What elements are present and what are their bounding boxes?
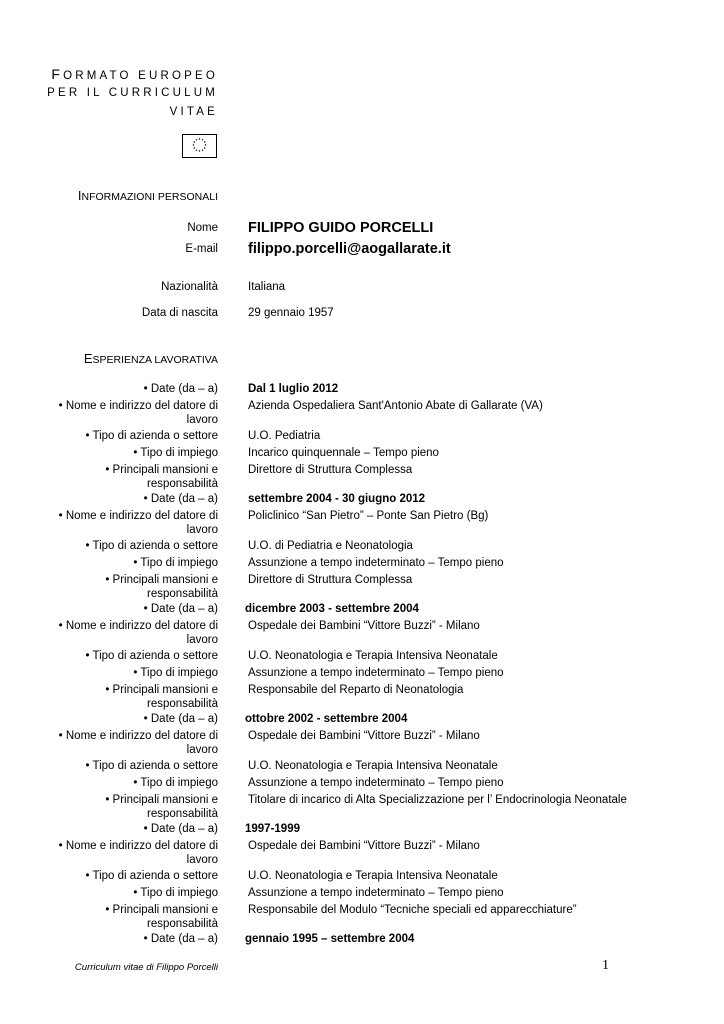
label-duties: • Principali mansioni e responsabilità	[105, 684, 218, 710]
entry-duties: Responsabile del Reparto di Neonatologia	[248, 684, 464, 696]
entry-duties: Direttore di Struttura Complessa	[248, 464, 413, 476]
entry-dates: gennaio 1995 – settembre 2004	[245, 933, 415, 945]
section-personal-info: INFORMAZIONI PERSONALI	[77, 188, 218, 203]
section-work-experience: ESPERIENZA LAVORATIVA	[83, 351, 218, 366]
entry-employment: Incarico quinquennale – Tempo pieno	[248, 447, 439, 459]
entry-employer: Policlinico “San Pietro” – Ponte San Pietro (Bg)	[248, 510, 489, 522]
label-sector: • Tipo di azienda o settore	[85, 430, 218, 442]
label-employment: • Tipo di impiego	[133, 777, 218, 789]
label-employment: • Tipo di impiego	[133, 667, 218, 679]
label-sector: • Tipo di azienda o settore	[85, 540, 218, 552]
label-sector: • Tipo di azienda o settore	[85, 760, 218, 772]
entry-employer: Ospedale dei Bambini “Vittore Buzzi” - Milano	[248, 730, 480, 742]
label-employer: • Nome e indirizzo del datore di lavoro	[58, 510, 218, 536]
value-birthdate: 29 gennaio 1957	[248, 307, 334, 319]
label-duties: • Principali mansioni e responsabilità	[105, 904, 218, 930]
label-dates: • Date (da – a)	[143, 383, 218, 395]
label-dates: • Date (da – a)	[143, 713, 218, 725]
entry-sector: U.O. di Pediatria e Neonatologia	[248, 540, 413, 552]
label-duties: • Principali mansioni e responsabilità	[105, 464, 218, 490]
entry-employer: Ospedale dei Bambini “Vittore Buzzi” - Milano	[248, 620, 480, 632]
entry-dates: ottobre 2002 - settembre 2004	[245, 713, 408, 725]
entry-sector: U.O. Pediatria	[248, 430, 321, 442]
eu-flag-icon	[182, 134, 217, 158]
value-name: FILIPPO GUIDO PORCELLI	[248, 220, 434, 236]
label-employer: • Nome e indirizzo del datore di lavoro	[58, 840, 218, 866]
entry-dates: 1997-1999	[245, 823, 300, 835]
entry-employment: Assunzione a tempo indeterminato – Tempo pieno	[248, 667, 504, 679]
cv-format-title-line2: PER IL CURRICULUM	[47, 87, 218, 99]
label-employment: • Tipo di impiego	[133, 887, 218, 899]
label-birthdate: Data di nascita	[141, 307, 218, 319]
label-sector: • Tipo di azienda o settore	[85, 870, 218, 882]
entry-sector: U.O. Neonatologia e Terapia Intensiva Neonatale	[248, 650, 498, 662]
label-dates: • Date (da – a)	[143, 603, 218, 615]
entry-sector: U.O. Neonatologia e Terapia Intensiva Neonatale	[248, 870, 498, 882]
entry-duties: Titolare di incarico di Alta Specializzazione per l’ Endocrinologia Neonatale	[248, 794, 627, 806]
entry-duties: Responsabile del Modulo “Tecniche speciali ed apparecchiature”	[248, 904, 577, 916]
cv-format-title-line1: FORMATO EUROPEO	[51, 66, 218, 82]
entry-employment: Assunzione a tempo indeterminato – Tempo pieno	[248, 777, 504, 789]
label-employer: • Nome e indirizzo del datore di lavoro	[58, 730, 218, 756]
label-duties: • Principali mansioni e responsabilità	[105, 794, 218, 820]
label-email: E-mail	[185, 243, 218, 255]
entry-dates: dicembre 2003 - settembre 2004	[245, 603, 419, 615]
entry-duties: Direttore di Struttura Complessa	[248, 574, 413, 586]
footer-text: Curriculum vitae di Filippo Porcelli	[74, 962, 218, 973]
label-employer: • Nome e indirizzo del datore di lavoro	[58, 400, 218, 426]
entry-dates: Dal 1 luglio 2012	[248, 383, 339, 395]
label-name: Nome	[187, 222, 218, 234]
entry-employment: Assunzione a tempo indeterminato – Tempo pieno	[248, 557, 504, 569]
label-dates: • Date (da – a)	[143, 933, 218, 945]
label-sector: • Tipo di azienda o settore	[85, 650, 218, 662]
value-email: filippo.porcelli@aogallarate.it	[248, 241, 451, 257]
entry-employer: Azienda Ospedaliera Sant'Antonio Abate di Gallarate (VA)	[248, 400, 543, 412]
label-employer: • Nome e indirizzo del datore di lavoro	[58, 620, 218, 646]
entry-dates: settembre 2004 - 30 giugno 2012	[248, 493, 426, 505]
entry-sector: U.O. Neonatologia e Terapia Intensiva Neonatale	[248, 760, 498, 772]
label-dates: • Date (da – a)	[143, 823, 218, 835]
entry-employer: Ospedale dei Bambini “Vittore Buzzi” - Milano	[248, 840, 480, 852]
entry-employment: Assunzione a tempo indeterminato – Tempo pieno	[248, 887, 504, 899]
value-nationality: Italiana	[248, 281, 286, 293]
label-dates: • Date (da – a)	[143, 493, 218, 505]
label-employment: • Tipo di impiego	[133, 557, 218, 569]
label-duties: • Principali mansioni e responsabilità	[105, 574, 218, 600]
page-number: 1	[602, 958, 609, 973]
label-nationality: Nazionalità	[161, 281, 218, 293]
label-employment: • Tipo di impiego	[133, 447, 218, 459]
cv-format-title-line3: VITAE	[169, 106, 218, 118]
